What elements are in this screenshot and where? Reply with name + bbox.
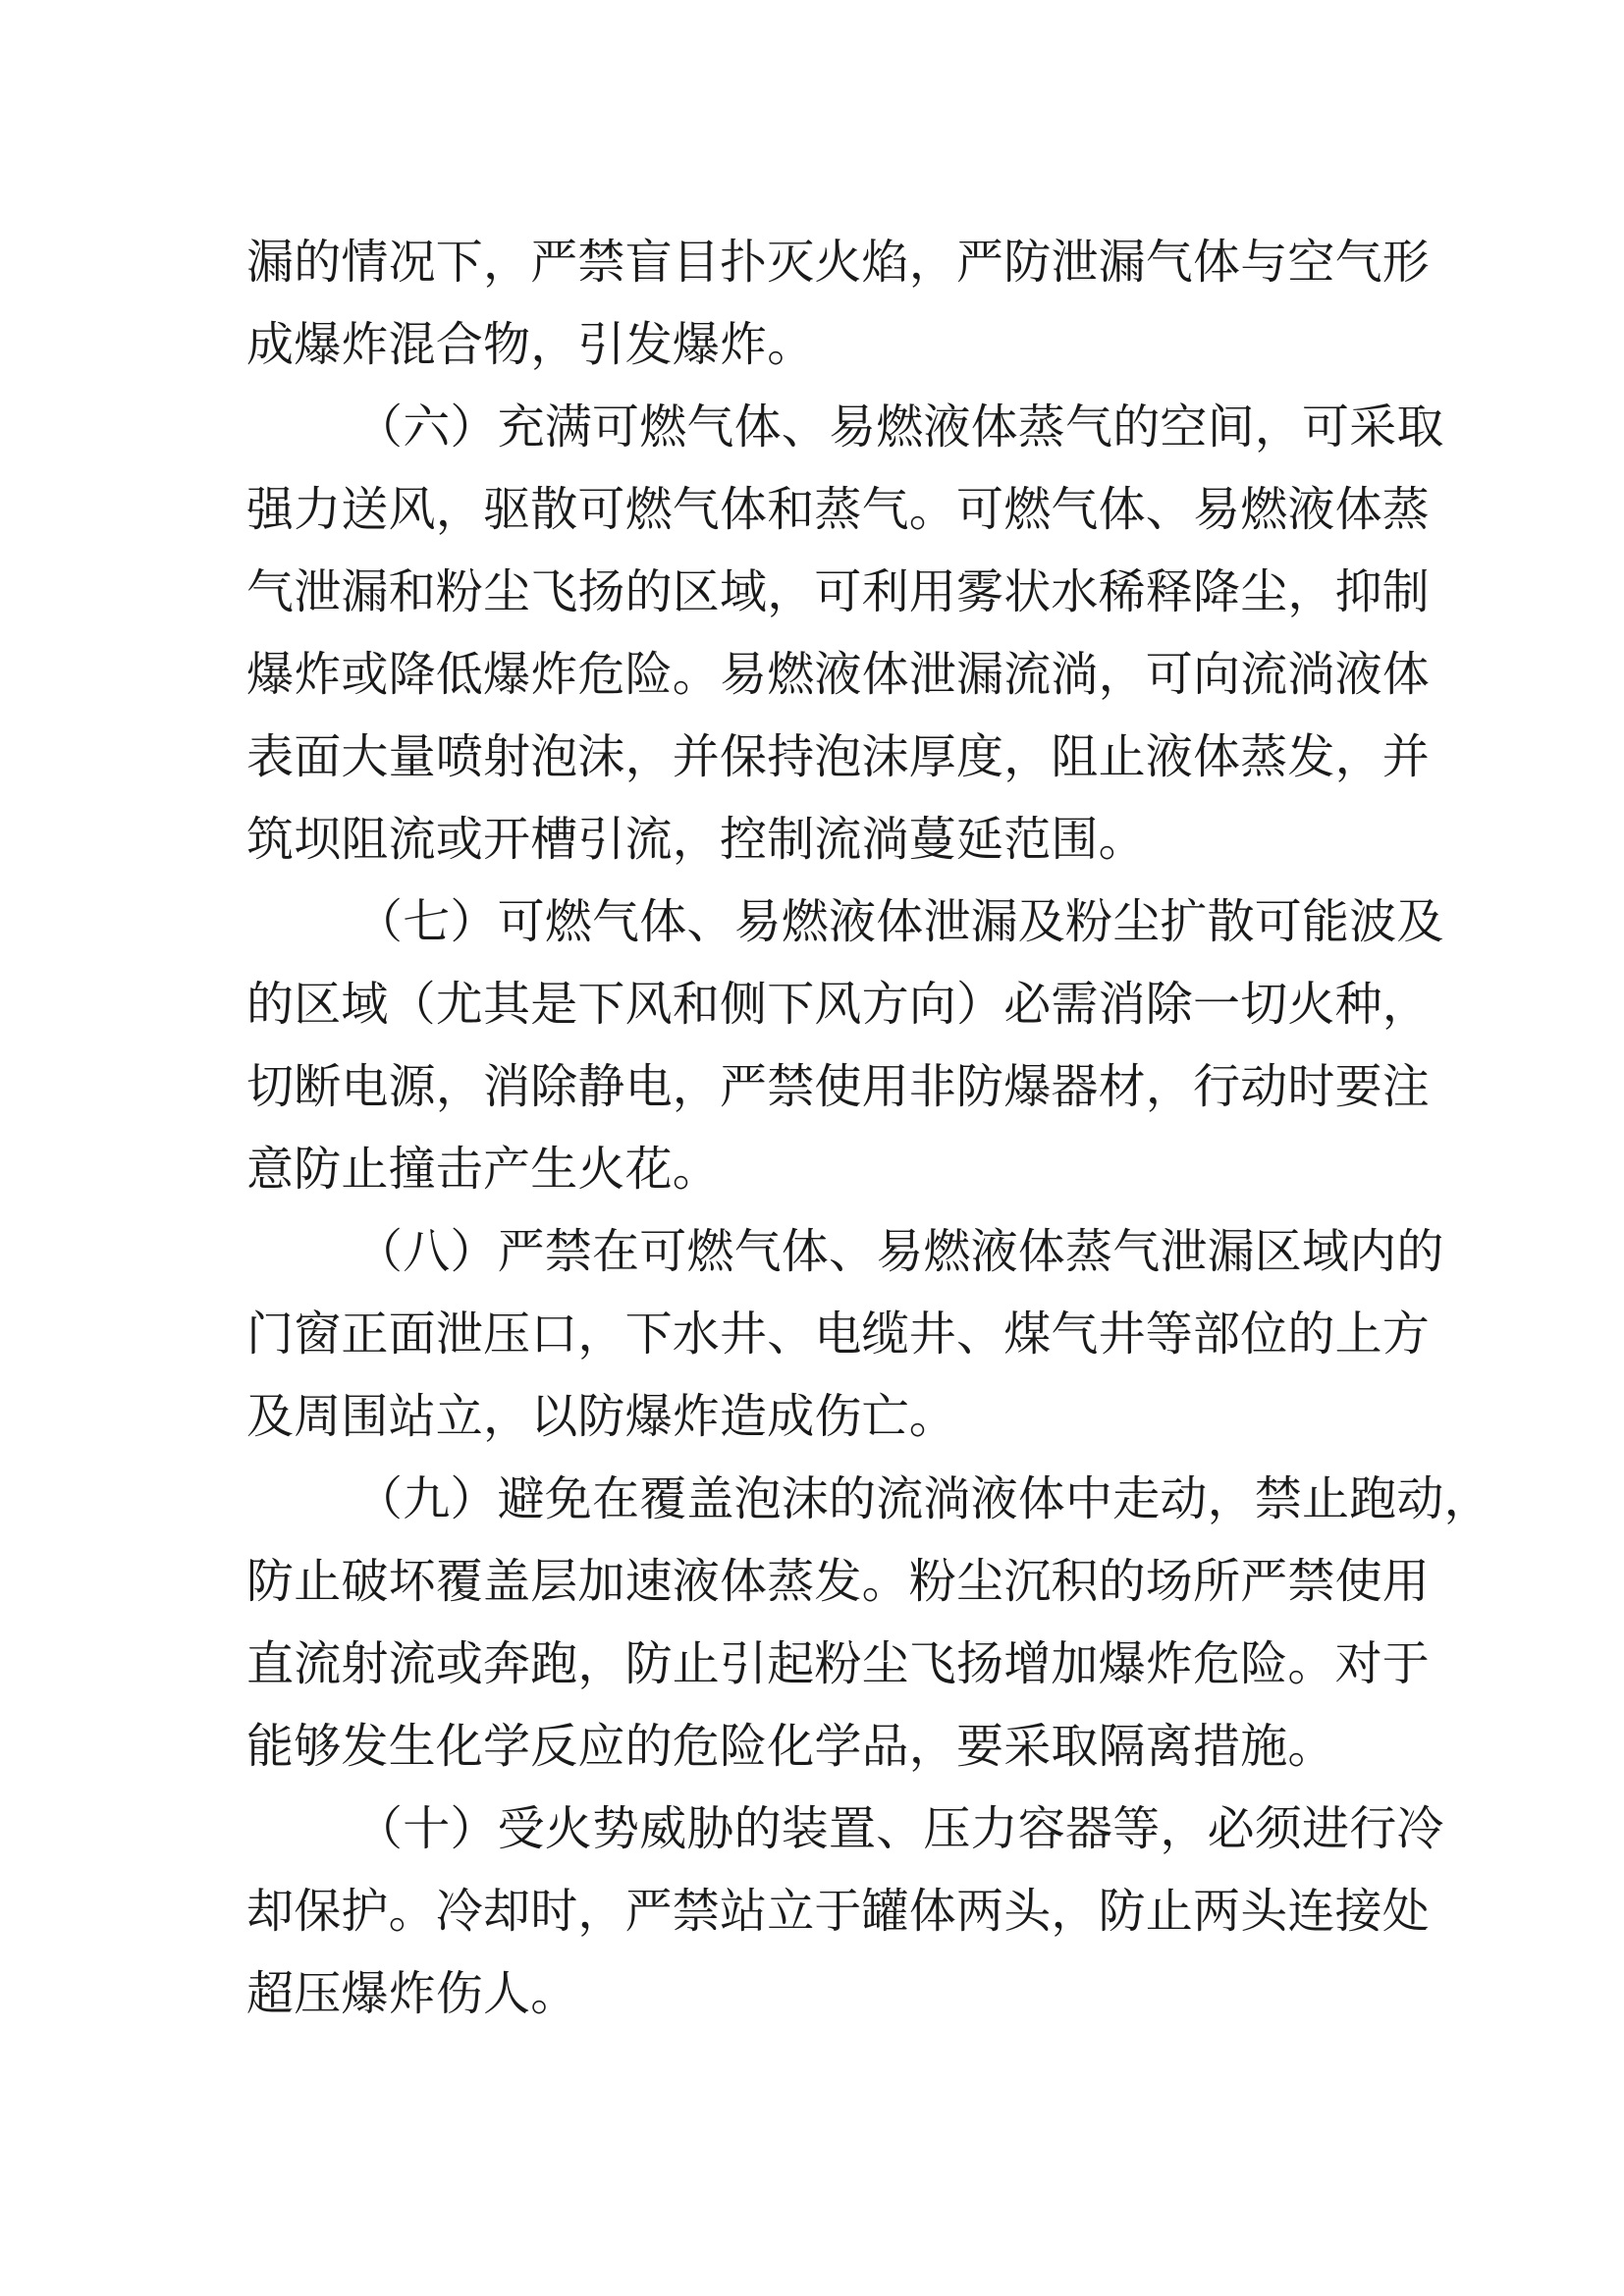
text-line: 强力送风，驱散可燃气体和蒸气。可燃气体、易燃液体蒸 <box>246 482 1431 537</box>
paragraph-item-7 <box>246 881 1444 1210</box>
text-line: 能够发生化学反应的危险化学品，要采取隔离措施。 <box>246 1719 1335 1774</box>
text-line: 爆炸或降低爆炸危险。易燃液体泄漏流淌，可向流淌液体 <box>246 647 1431 702</box>
text-line: 筑坝阻流或开槽引流，控制流淌蔓延范围。 <box>246 812 1146 867</box>
text-line: 防止破坏覆盖层加速液体蒸发。粉尘沉积的场所严禁使用 <box>246 1554 1431 1609</box>
text-line: 意防止撞击产生火花。 <box>246 1142 721 1197</box>
paragraph-item-9 <box>246 1458 1491 1788</box>
paragraph-item-8 <box>246 1210 1444 1458</box>
text-line: 表面大量喷射泡沫，并保持泡沫厚度，阻止液体蒸发，并 <box>246 729 1431 784</box>
document-body <box>246 221 1491 2035</box>
text-line: 超压爆炸伤人。 <box>246 1966 578 2021</box>
text-line: （九）避免在覆盖泡沫的流淌液体中走动，禁止跑动， <box>355 1471 1491 1526</box>
text-line: 漏的情况下，严禁盲目扑灭火焰，严防泄漏气体与空气形 <box>246 235 1431 290</box>
text-line: 成爆炸混合物，引发爆炸。 <box>246 317 815 372</box>
text-line: 直流射流或奔跑，防止引起粉尘飞扬增加爆炸危险。对于 <box>246 1636 1431 1691</box>
paragraph-item-6 <box>246 386 1444 881</box>
text-line: （八）严禁在可燃气体、易燃液体蒸气泄漏区域内的 <box>355 1224 1444 1279</box>
paragraph-continuation <box>246 221 1431 386</box>
text-line: 却保护。冷却时，严禁站立于罐体两头，防止两头连接处 <box>246 1884 1431 1939</box>
text-line: 门窗正面泄压口，下水井、电缆井、煤气井等部位的上方 <box>246 1307 1431 1362</box>
text-line: （六）充满可燃气体、易燃液体蒸气的空间，可采取 <box>355 400 1444 454</box>
text-line: 及周围站立，以防爆炸造成伤亡。 <box>246 1389 957 1444</box>
paragraph-item-10 <box>246 1788 1444 2035</box>
text-line: 切断电源，消除静电，严禁使用非防爆器材，行动时要注 <box>246 1059 1431 1114</box>
text-line: 气泄漏和粉尘飞扬的区域，可利用雾状水稀释降尘，抑制 <box>246 564 1431 619</box>
text-line: （十）受火势威胁的装置、压力容器等，必须进行冷 <box>355 1801 1444 1856</box>
text-line: 的区域（尤其是下风和侧下风方向）必需消除一切火种， <box>246 977 1431 1032</box>
text-line: （七）可燃气体、易燃液体泄漏及粉尘扩散可能波及 <box>355 894 1444 949</box>
